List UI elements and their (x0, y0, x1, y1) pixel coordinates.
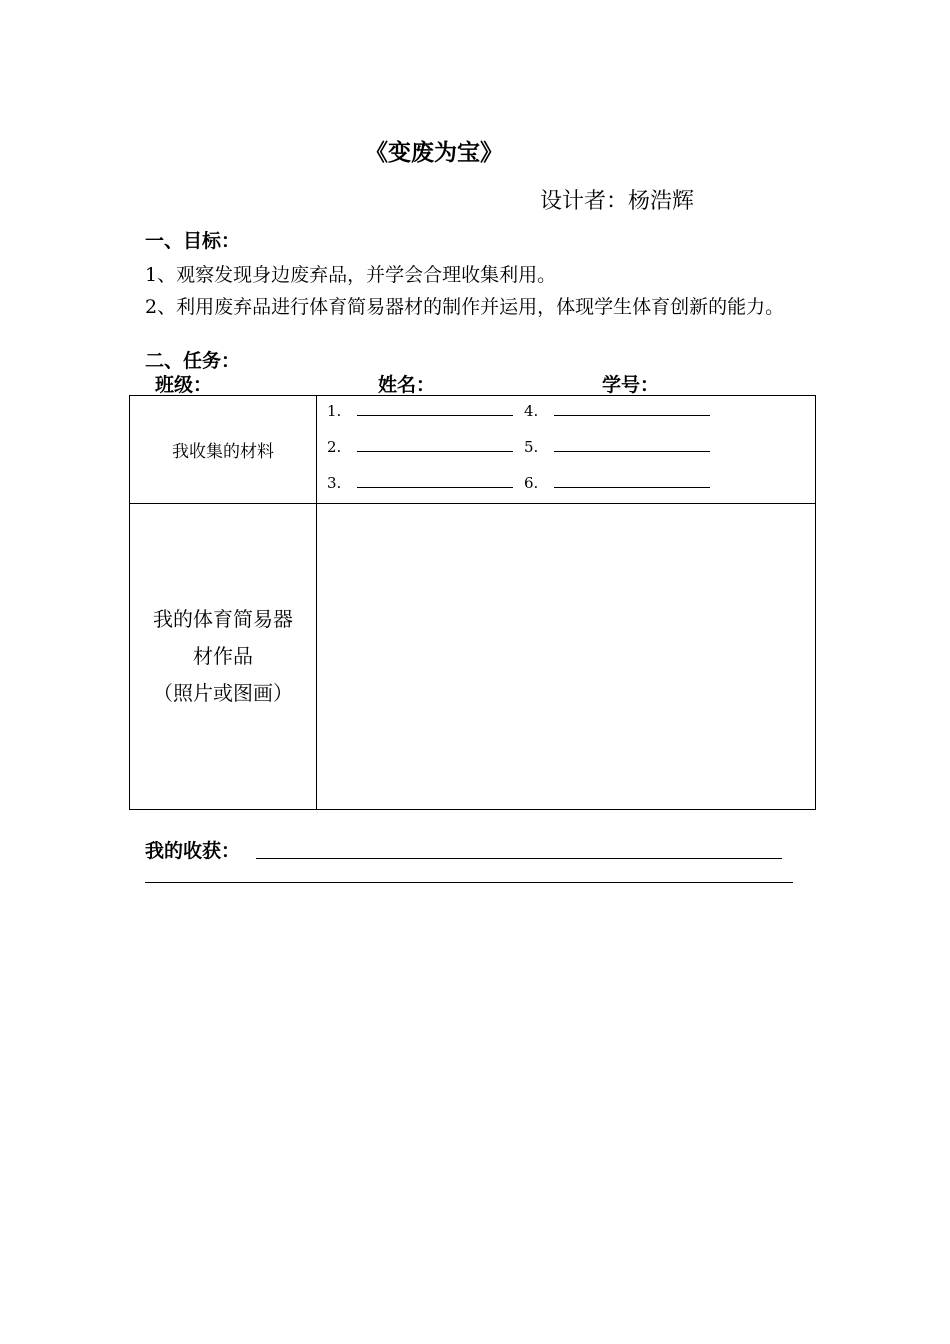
artwork-label-line-2: 材作品 (193, 644, 253, 668)
artwork-area[interactable] (317, 504, 816, 810)
student-id-label: 学号： (602, 374, 660, 396)
goal-item-1: 1、观察发现身边废弃品，并学会合理收集利用。 (145, 264, 557, 286)
harvest-line-2[interactable] (145, 882, 793, 883)
material-blank-line (554, 450, 710, 452)
material-number: 2. (327, 438, 342, 456)
material-blank-line (357, 486, 513, 488)
page-title: 《变废为宝》 (365, 139, 503, 166)
section-goals-heading: 一、目标： (145, 230, 241, 252)
material-entry-4[interactable] (524, 402, 710, 420)
artwork-label-line-1: 我的体育简易器 (153, 607, 293, 631)
material-blank-line (554, 414, 710, 416)
artwork-label-line-3: （照片或图画） (153, 681, 293, 705)
material-blank-line (554, 486, 710, 488)
goal-item-2: 2、利用废弃品进行体育简易器材的制作并运用，体现学生体育创新的能力。 (145, 296, 785, 318)
material-number: 6. (524, 474, 539, 492)
harvest-label: 我的收获： (145, 840, 241, 862)
material-entry-6[interactable] (524, 474, 710, 492)
section-tasks-heading: 二、任务： (145, 350, 241, 372)
material-blank-line (357, 414, 513, 416)
task-table (129, 395, 816, 810)
material-number: 3. (327, 474, 342, 492)
artwork-label (130, 504, 317, 810)
material-number: 4. (524, 402, 539, 420)
artwork-row (130, 504, 816, 810)
materials-label: 我收集的材料 (130, 396, 317, 504)
harvest-line-1[interactable] (256, 858, 782, 859)
materials-row (130, 396, 816, 504)
material-blank-line (357, 450, 513, 452)
designer-credit: 设计者：杨浩辉 (540, 189, 695, 214)
material-entry-1[interactable] (327, 402, 513, 420)
material-number: 1. (327, 402, 342, 420)
material-number: 5. (524, 438, 539, 456)
material-entry-2[interactable] (327, 438, 513, 456)
name-label: 姓名： (378, 374, 436, 396)
class-label: 班级： (155, 374, 213, 396)
material-entry-5[interactable] (524, 438, 710, 456)
materials-cell (317, 396, 816, 504)
material-entry-3[interactable] (327, 474, 513, 492)
